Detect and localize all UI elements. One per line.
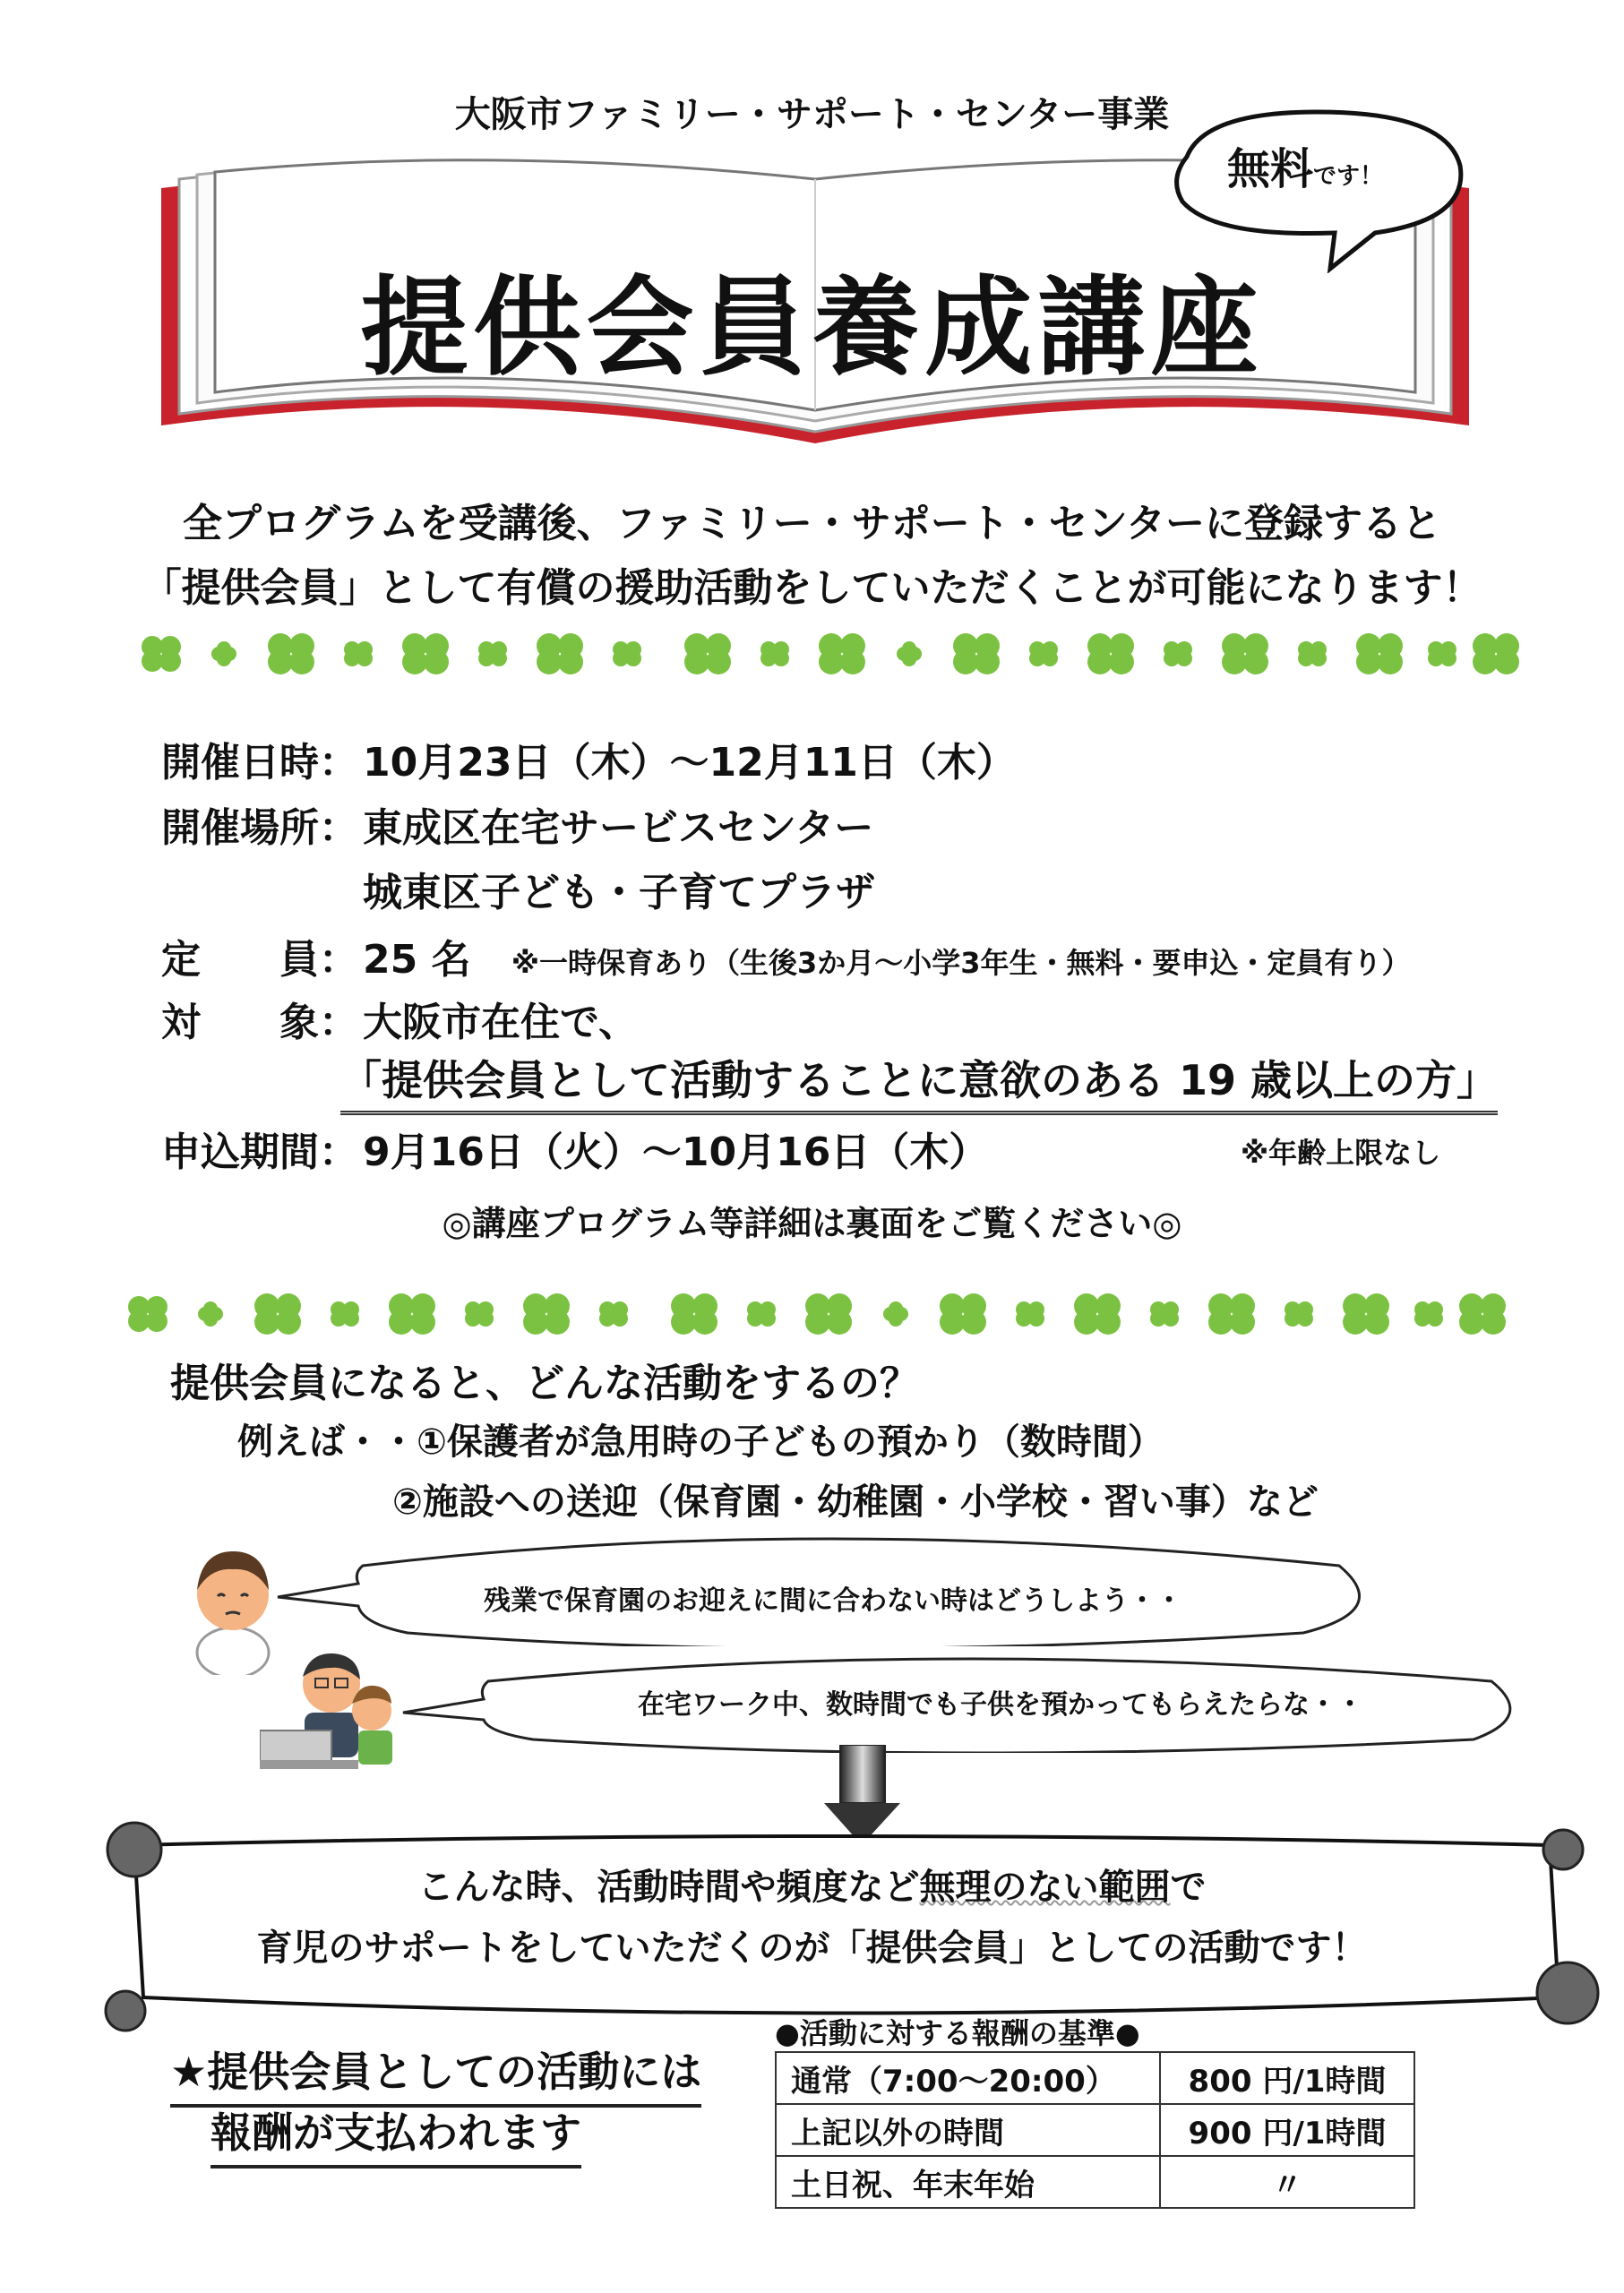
clover-divider-top: [125, 623, 1523, 685]
age-note: ※年齢上限なし: [1241, 1136, 1441, 1170]
scroll-line-1-a: こんな時、活動時間や頻度など: [417, 1867, 920, 1908]
fee-table: [775, 2051, 1415, 2209]
activity-question: 提供会員になると、どんな活動をするの？: [170, 1361, 919, 1406]
free-label: [1227, 134, 1383, 196]
scroll-line-2: 育児のサポートをしていただくのが「提供会員」としての活動です！: [256, 1928, 1368, 1969]
intro-line-2: 「提供会員」として有償の援助活動をしていただくことが可能になります！: [142, 565, 1482, 611]
apply-row: [161, 1120, 988, 1177]
capacity-value: 25 名: [363, 937, 471, 983]
date-row: [161, 730, 1016, 787]
fee-time-cell: 上記以外の時間: [776, 2104, 1160, 2156]
remote-worker-illustration: [260, 1648, 399, 1769]
organizer-text: 大阪市ファミリー・サポート・センター事業: [454, 94, 1170, 135]
speech-text-1: 残業で保育園のお迎えに間に合わない時はどうしよう・・: [484, 1585, 1182, 1617]
fee-time-cell: 通常（7:00～20:00）: [776, 2052, 1160, 2104]
fee-time-cell: 土日祝、年末年始: [776, 2156, 1160, 2208]
target-row: [161, 990, 638, 1047]
fee-table-title: ●活動に対する報酬の基準●: [775, 2016, 1140, 2050]
date-value: 10月23日（木）～12月11日（木）: [363, 740, 1016, 786]
place-label: 開催場所：: [161, 805, 358, 851]
clover-divider-bottom: [112, 1283, 1509, 1345]
detail-note: ◎講座プログラム等詳細は裏面をご覧ください◎: [442, 1204, 1182, 1243]
activity-example-1: 例えば・・①保護者が急用時の子どもの預かり（数時間）: [237, 1421, 1164, 1463]
free-suffix-text: です！: [1313, 163, 1384, 190]
capacity-label: 定 員：: [161, 937, 358, 983]
table-row: [776, 2104, 1414, 2156]
scroll-line-1-c: で: [1170, 1867, 1207, 1908]
apply-value: 9月16日（火）～10月16日（木）: [363, 1129, 989, 1175]
target-quote: 「提供会員として活動することに意欲のある 19 歳以上の方」: [340, 1048, 1498, 1115]
fee-amount-cell: 800 円/1時間: [1160, 2052, 1414, 2104]
fee-amount-cell: 900 円/1時間: [1160, 2104, 1414, 2156]
place-value-1: 東成区在宅サービスセンター: [363, 805, 874, 851]
fee-amount-cell: 〃: [1160, 2156, 1414, 2208]
target-label: 対 象：: [161, 1000, 358, 1045]
target-value: 大阪市在住で、: [363, 1000, 639, 1045]
scroll-line-1-emphasis: 無理のない範囲: [919, 1867, 1171, 1908]
date-label: 開催日時：: [161, 740, 358, 786]
free-main-text: 無料: [1227, 144, 1314, 194]
intro-line-1: 全プログラムを受講後、ファミリー・サポート・センターに登録すると: [183, 501, 1441, 546]
activity-example-2: ②施設への送迎（保育園・幼稚園・小学校・習い事）など: [392, 1481, 1319, 1523]
place-row: [161, 795, 873, 853]
capacity-row: [161, 927, 1411, 984]
scroll-line-1: [0, 1859, 1624, 1910]
reward-line-2: 報酬が支払われます: [211, 2100, 581, 2168]
main-title: 提供会員養成講座: [360, 266, 1264, 391]
table-row: [776, 2156, 1414, 2208]
apply-label: 申込期間：: [161, 1129, 358, 1175]
place-value-2: 城東区子ども・子育てプラザ: [363, 870, 875, 915]
table-row: [776, 2052, 1414, 2104]
reward-line-1: ★提供会員としての活動には: [170, 2040, 701, 2108]
speech-text-2: 在宅ワーク中、数時間でも子供を預かってもらえたらな・・: [638, 1689, 1363, 1721]
capacity-note: ※一時保育あり（生後3か月～小学3年生・無料・要申込・定員有り）: [511, 946, 1411, 980]
